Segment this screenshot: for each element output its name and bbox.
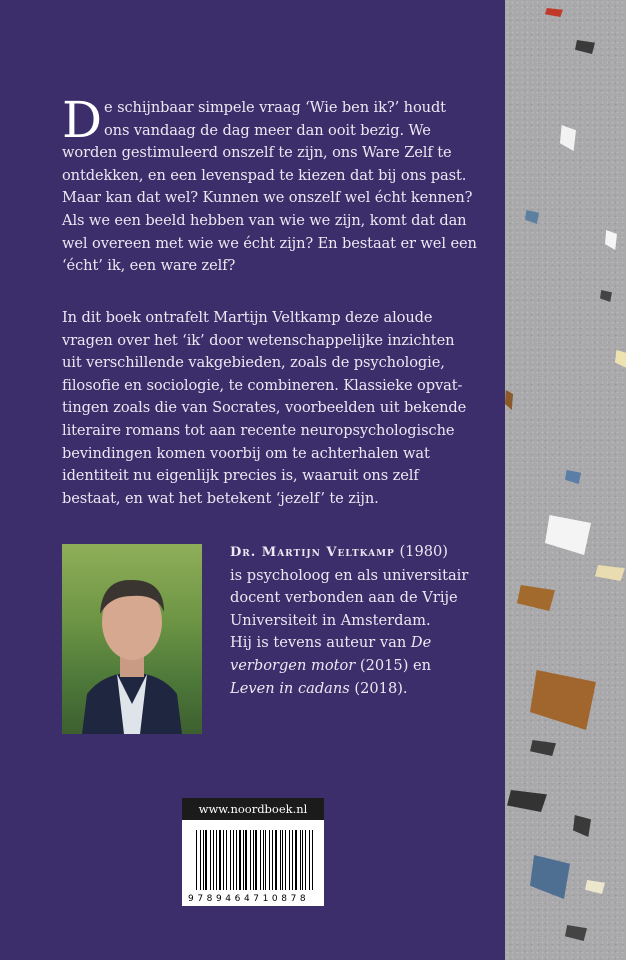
barcode-bar [312,830,313,890]
barcode-bar [253,830,254,890]
terrazzo-chip [595,565,625,581]
barcode-bar [250,830,251,890]
text-line: filosofie en sociologie, te combineren. Klassieke opvat- [62,376,463,394]
bio-line: Universiteit in Amsterdam. [230,611,431,629]
barcode-bar [260,830,261,890]
text-line: ons vandaag de dag meer dan ooit bezig. We [104,121,431,139]
barcode-bar [243,830,244,890]
terrazzo-chip [517,585,555,611]
blurb-paragraph-2 [62,307,502,510]
barcode-bar [216,830,217,890]
barcode-bar [280,830,281,890]
blurb-paragraph-1 [62,91,502,278]
book-title: Leven in cadans [230,679,350,697]
bio-line: docent verbonden aan de Vrije [230,589,458,607]
barcode-bar [272,830,273,890]
barcode-bar [269,830,270,890]
barcode-bar [245,830,246,890]
barcode-bar [203,830,204,890]
terrazzo-chip [545,515,591,555]
terrazzo-chip [530,855,570,899]
book-title: De [410,634,432,652]
barcode-box [182,798,324,906]
barcode-bar [285,830,286,890]
terrazzo-chip [530,740,556,756]
book-year: (2015) en [355,656,432,674]
drop-cap: D [62,91,103,149]
terrazzo-chip [560,125,576,151]
text-line: e schijnbaar simpele vraag ‘Wie ben ik?’ houdt [104,99,446,116]
text-line: wel overeen met wie we écht zijn? En bestaat er wel een [62,234,477,252]
barcode-bar [302,830,303,890]
barcode-bar [309,830,310,890]
text-line: Maar kan dat wel? Kunnen we onszelf wel écht kennen? [62,189,473,207]
barcode-bar [205,830,207,890]
author-photo [62,544,202,734]
text-line: vragen over het ‘ik’ door wetenschappelijke inzichten [62,331,455,349]
book-title: verborgen motor [230,656,356,674]
author-birth-year: (1980) [399,543,448,560]
text-line: ‘écht’ ik, een ware zelf? [62,257,236,275]
barcode-bar [226,830,227,890]
terrazzo-chip [565,470,581,484]
terrazzo-chip [585,880,605,894]
barcode-bar [305,830,306,890]
book-year: (2018). [349,679,408,697]
terrazzo-chip [505,390,513,410]
barcode-bar [210,830,211,890]
text-line: tingen zoals die van Socrates, voorbeelden uit bekende [62,399,467,417]
author-name: Dr. Martijn Veltkamp [230,545,395,560]
barcode-bar [263,830,264,890]
terrazzo-chip [525,210,539,224]
barcode-bar [230,830,231,890]
terrazzo-chip [507,790,547,812]
text-line: ontdekken, en een levenspad te kiezen dat bij ons past. [62,166,467,184]
terrazzo-chip [545,8,563,17]
text-line: uit verschillende vakgebieden, zoals de psychologie, [62,354,445,372]
barcode-bar [219,830,220,890]
barcode-bar [275,830,277,890]
barcode-bar [213,830,214,890]
isbn-number: 9789464710878 [188,894,310,904]
text-line: literaire romans tot aan recente neuropsychologische [62,421,455,439]
terrazzo-chip [573,815,591,837]
bio-line: Hij is tevens auteur van [230,634,411,652]
barcode-bar [295,830,296,890]
barcode-bar [282,830,283,890]
barcode-bar [265,830,266,890]
text-line: identiteit nu eigenlijk precies is, waaruit ons zelf [62,467,419,485]
author-bio [230,541,500,700]
barcode-bar [239,830,241,890]
barcode-bar [300,830,301,890]
barcode-bars [196,830,314,890]
publisher-url: www.noordboek.nl [182,798,324,820]
barcode-bar [236,830,237,890]
terrazzo-chip [575,40,595,54]
text-line: bevindingen komen voorbij om te achterhalen wat [62,444,430,462]
barcode-bar [292,830,294,890]
text-line: worden gestimuleerd onszelf te zijn, ons Ware Zelf te [62,144,452,162]
barcode-bar [223,830,225,890]
terrazzo-chip [605,230,617,250]
text-line: bestaat, en wat het betekent ‘jezelf’ te zijn. [62,489,379,507]
terrazzo-chip [565,925,587,941]
text-line: Als we een beeld hebben van wie we zijn, komt dat dan [62,211,467,229]
barcode-bar [200,830,201,890]
barcode-bar [196,830,197,890]
terrazzo-pattern [505,0,626,960]
barcode-bar [255,830,257,890]
terrazzo-chip [530,670,596,730]
text-line: In dit boek ontrafelt Martijn Veltkamp deze aloude [62,309,433,326]
terrazzo-chip [600,290,612,302]
barcode-bar [233,830,234,890]
bio-line: is psycholoog en als universitair [230,566,469,584]
barcode-bar [289,830,290,890]
terrazzo-chip [615,350,626,368]
